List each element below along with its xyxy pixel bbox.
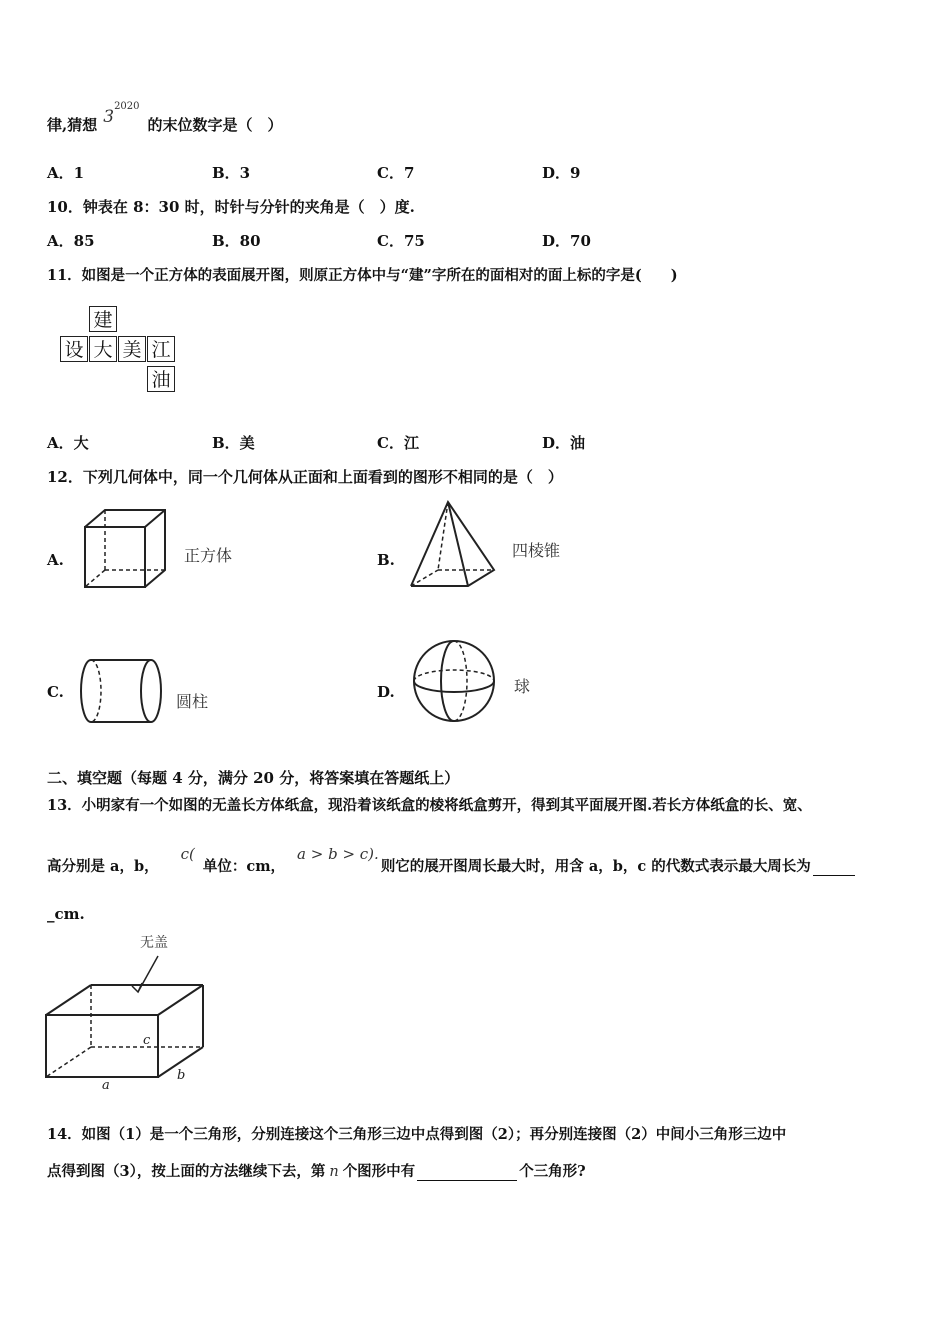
- q14-line2c: 个三角形?: [519, 1163, 586, 1180]
- q11-option-d: D．油: [542, 434, 586, 452]
- cube-net-figure: [60, 306, 180, 396]
- net-cell-she: 设: [60, 336, 88, 362]
- q11-stem: 11．如图是一个正方体的表面展开图，则原正方体中与“建”字所在的面相对的面上标的字是( ): [47, 267, 678, 284]
- q14-line2b: 个图形中有: [342, 1163, 416, 1180]
- box-label-a: a: [102, 1078, 110, 1092]
- q12-option-b-letter: B.: [377, 551, 395, 569]
- q9-option-b: B．3: [212, 164, 251, 182]
- q13-line2b: 单位：cm，: [202, 858, 286, 875]
- q9-prefix: 律,猜想: [47, 116, 98, 134]
- net-cell-da: 大: [89, 336, 117, 362]
- q13-line2c: 则它的展开图周长最大时，用含 a，b，c 的代数式表示最大周长为: [380, 858, 811, 875]
- q13-line3: _cm.: [47, 905, 85, 923]
- q9-base: 3: [103, 107, 115, 127]
- q9-power: [103, 101, 140, 127]
- q14-line2a: 点得到图（3），按上面的方法继续下去，第: [47, 1163, 326, 1180]
- q13-answer-blank[interactable]: [813, 861, 855, 876]
- q14-var-n: n: [329, 1164, 339, 1180]
- q12-option-c-letter: C.: [47, 683, 64, 701]
- q14-line1: 14．如图（1）是一个三角形，分别连接这个三角形三边中点得到图（2）；再分别连接图（2）中间小三角形三边中: [47, 1126, 787, 1143]
- pyramid-label: 四棱锥: [512, 541, 561, 560]
- q11-option-c: C．江: [377, 434, 419, 452]
- pyramid-figure: [408, 498, 498, 590]
- q9-exponent: 2020: [114, 101, 140, 113]
- cylinder-figure: [76, 656, 166, 726]
- box-label-c: c: [143, 1033, 151, 1048]
- net-cell-jian: 建: [89, 306, 117, 332]
- q10-option-c: C．75: [377, 232, 425, 250]
- q11-option-b: B．美: [212, 434, 255, 452]
- q13-math-c: c(: [180, 845, 195, 863]
- q9-option-d: D．9: [542, 164, 581, 182]
- q13-line2a: 高分别是 a，b，: [47, 858, 159, 875]
- q9-tail-line: [47, 101, 283, 135]
- q14-answer-blank[interactable]: [417, 1166, 517, 1181]
- net-cell-jiang: 江: [147, 336, 175, 362]
- box-label-b: b: [177, 1068, 186, 1083]
- section2-heading: 二、填空题（每题 4 分，满分 20 分，将答案填在答题纸上）: [47, 769, 460, 787]
- q10-option-b: B．80: [212, 232, 261, 250]
- sphere-figure: [410, 636, 498, 726]
- q10-stem: 10．钟表在 8：30 时，时针与分针的夹角是（ ）度.: [47, 198, 415, 216]
- q11-option-a: A．大: [47, 434, 89, 452]
- q13-line2: [47, 845, 855, 876]
- q13-math-inequality: a > b > c).: [297, 845, 379, 863]
- sphere-label: 球: [514, 677, 531, 696]
- q10-option-d: D．70: [542, 232, 591, 250]
- q9-option-a: A．1: [47, 164, 85, 182]
- q14-line2: [47, 1160, 586, 1181]
- open-box-top-label: 无盖: [140, 935, 168, 951]
- cylinder-label: 圆柱: [176, 692, 209, 711]
- open-box-figure: [40, 948, 220, 1092]
- q9-option-c: C．7: [377, 164, 415, 182]
- net-cell-mei: 美: [118, 336, 146, 362]
- q10-option-a: A．85: [47, 232, 95, 250]
- cube-label: 正方体: [184, 546, 233, 565]
- q12-option-a-letter: A.: [47, 551, 64, 569]
- net-cell-you: 油: [147, 366, 175, 392]
- q12-stem: 12．下列几何体中，同一个几何体从正面和上面看到的图形不相同的是（ ）: [47, 468, 563, 486]
- q9-suffix: 的末位数字是（ ）: [147, 116, 283, 134]
- q12-option-d-letter: D.: [377, 683, 395, 701]
- cube-figure: [80, 505, 172, 591]
- q13-line1: 13．小明家有一个如图的无盖长方体纸盒，现沿着该纸盒的棱将纸盒剪开，得到其平面展开图.若长方体纸盒的长、宽、: [47, 797, 812, 814]
